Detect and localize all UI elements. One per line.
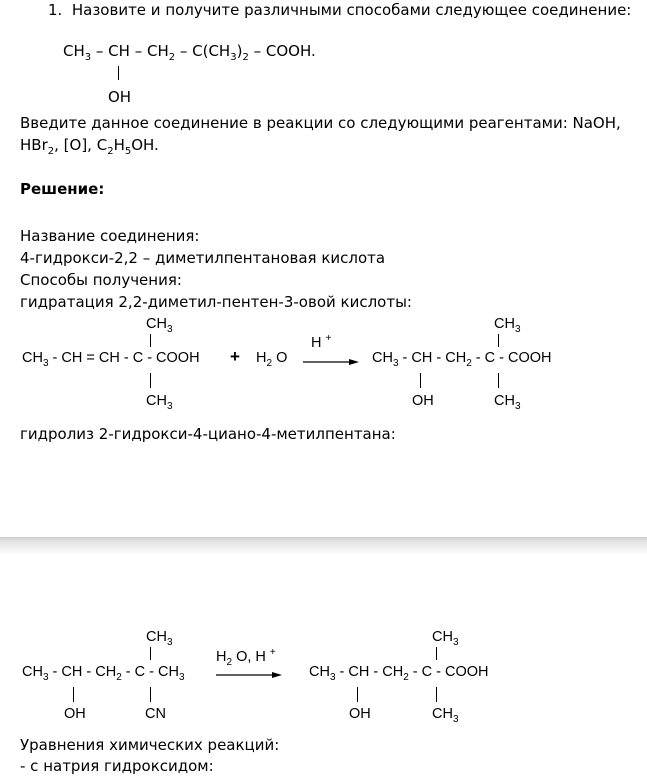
r1-plus: + <box>230 347 240 366</box>
task-heading <box>48 0 631 20</box>
task-text: Назовите и получите различными способами следующее соединение: <box>71 1 632 19</box>
r1-arrow-icon <box>303 358 359 366</box>
r2-reactant-bond-cn <box>150 687 151 702</box>
r2-conditions: $H_2$ O, H + <box>216 647 276 668</box>
method1-label: гидратация 2,2-диметил-пентен-3-овой кислоты: <box>20 293 412 311</box>
target-formula-oh: OH <box>108 88 132 106</box>
r1-product-oh: OH <box>412 393 434 409</box>
r2-arrow-icon <box>216 671 282 679</box>
r2-product-top: $CH_3$ <box>432 629 459 648</box>
solution-heading: Решение: <box>20 180 105 198</box>
r1-product: $CH_3$ - CH - $CH_2$ - C - COOH <box>372 350 552 369</box>
reagents-line-1: Введите данное соединение в реакции со следующими реагентами: NaOH, <box>20 114 621 132</box>
equations-label: Уравнения химических реакций: <box>20 736 280 754</box>
name-label: Название соединения: <box>20 227 200 245</box>
page-break <box>0 537 647 555</box>
r1-product-bottom: $CH_3$ <box>494 393 521 412</box>
r1-reactant-bottom: $CH_3$ <box>146 393 173 412</box>
task-number: 1. <box>48 1 63 19</box>
r1-catalyst: H + <box>311 333 332 351</box>
formula-bond <box>118 66 119 80</box>
r1-water: $H_2$ O <box>256 350 288 369</box>
r1-product-bond-oh <box>420 373 421 388</box>
r1-product-bond-bottom <box>498 373 499 388</box>
r2-product: $CH_3$ - CH - $CH_2$ - C - COOH <box>309 664 489 683</box>
r2-reactant: $CH_3$ - CH - $CH_2$ - C - $CH_3$ <box>22 664 185 683</box>
method2-label: гидролиз 2-гидрокси-4-циано-4-метилпентана: <box>20 425 396 443</box>
r1-product-top: $CH_3$ <box>494 316 521 335</box>
r2-product-bond-bottom <box>436 687 437 702</box>
r2-product-bond-top <box>436 647 437 660</box>
r1-reactant: $CH_3$ - CH = CH - C - COOH <box>22 350 200 369</box>
r2-reactant-bond-top <box>150 647 151 660</box>
target-formula: $CH_3$ – CH – $CH_2 - C(CH_3)_2$ – COOH. <box>63 42 316 63</box>
r2-reactant-oh: OH <box>64 706 86 722</box>
r1-reactant-top: $CH_3$ <box>146 316 173 335</box>
r1-reactant-bond-top <box>150 334 151 347</box>
r2-product-bond-oh <box>357 687 358 702</box>
r2-reactant-bond-oh <box>73 687 74 702</box>
r1-reactant-bond-bottom <box>150 373 151 388</box>
methods-label: Способы получения: <box>20 271 182 289</box>
r1-product-bond-top <box>498 334 499 347</box>
r2-reactant-top: $CH_3$ <box>146 629 173 648</box>
naoh-label: - с натрия гидроксидом: <box>20 757 214 775</box>
reagents-line-2: HBr$_2$, [O], $C_2H_5OH$. <box>20 136 159 157</box>
name-value: 4-гидрокси-2,2 – диметилпентановая кислота <box>20 249 386 267</box>
r2-product-bottom: $CH_3$ <box>432 706 459 725</box>
r2-reactant-cn: CN <box>145 706 166 722</box>
r2-product-oh: OH <box>349 706 371 722</box>
